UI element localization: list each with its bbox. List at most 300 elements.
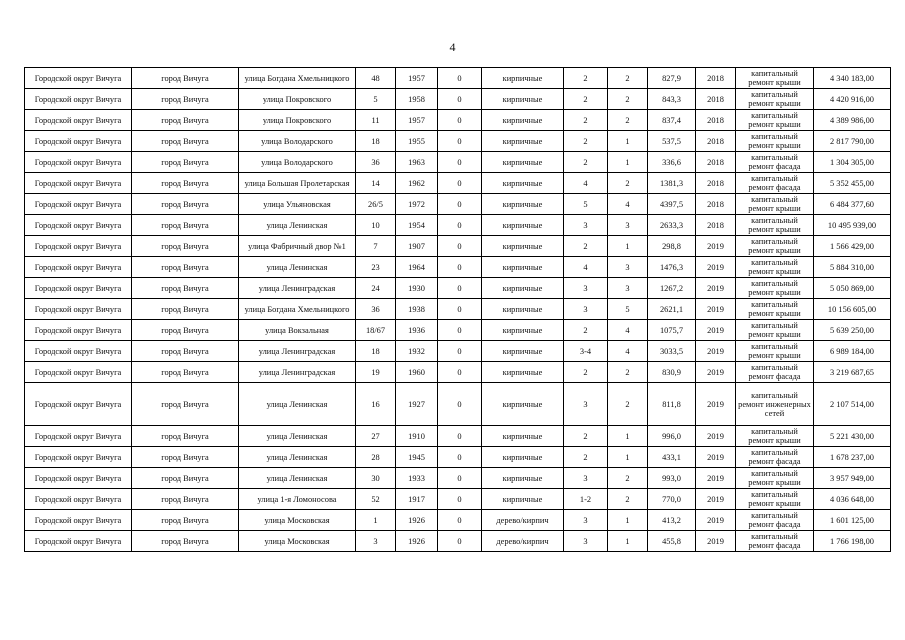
area-cell: 1381,3: [648, 173, 696, 194]
area-cell: 770,0: [648, 489, 696, 510]
wall-material-cell: кирпичные: [482, 89, 564, 110]
settlement-cell: город Вичуга: [132, 257, 239, 278]
house-number-cell: 18: [356, 341, 396, 362]
year-built-cell: 1958: [396, 89, 438, 110]
repair-year-cell: 2019: [696, 257, 736, 278]
municipality-cell: Городской округ Вичуга: [25, 215, 132, 236]
municipality-cell: Городской округ Вичуга: [25, 89, 132, 110]
area-cell: 537,5: [648, 131, 696, 152]
house-number-cell: 19: [356, 362, 396, 383]
repair-year-cell: 2018: [696, 89, 736, 110]
street-cell: улица Ульяновская: [239, 194, 356, 215]
house-number-cell: 48: [356, 68, 396, 89]
settlement-cell: город Вичуга: [132, 299, 239, 320]
cost-cell: 10 495 939,00: [814, 215, 891, 236]
settlement-cell: город Вичуга: [132, 341, 239, 362]
settlement-cell: город Вичуга: [132, 426, 239, 447]
street-cell: улица Ленинская: [239, 426, 356, 447]
entrances-cell: 1: [608, 447, 648, 468]
settlement-cell: город Вичуга: [132, 489, 239, 510]
area-cell: 455,8: [648, 531, 696, 552]
work-type-cell: капитальный ремонт крыши: [736, 89, 814, 110]
municipality-cell: Городской округ Вичуга: [25, 383, 132, 426]
house-number-cell: 30: [356, 468, 396, 489]
table-row: [25, 236, 891, 257]
area-cell: 1476,3: [648, 257, 696, 278]
repair-year-cell: 2019: [696, 299, 736, 320]
area-cell: 1267,2: [648, 278, 696, 299]
house-number-cell: 7: [356, 236, 396, 257]
year-built-cell: 1927: [396, 383, 438, 426]
repair-year-cell: 2019: [696, 320, 736, 341]
floors-cell: 2: [564, 89, 608, 110]
area-cell: 4397,5: [648, 194, 696, 215]
table-row: [25, 215, 891, 236]
entrances-cell: 1: [608, 426, 648, 447]
street-cell: улица Ленинская: [239, 383, 356, 426]
entrances-cell: 2: [608, 68, 648, 89]
municipality-cell: Городской округ Вичуга: [25, 110, 132, 131]
wall-material-cell: кирпичные: [482, 468, 564, 489]
table-body: [25, 68, 891, 552]
entrances-cell: 1: [608, 236, 648, 257]
table-row: [25, 299, 891, 320]
entrances-cell: 2: [608, 468, 648, 489]
settlement-cell: город Вичуга: [132, 152, 239, 173]
settlement-cell: город Вичуга: [132, 110, 239, 131]
cost-cell: 3 957 949,00: [814, 468, 891, 489]
wall-material-cell: кирпичные: [482, 236, 564, 257]
table-row: [25, 383, 891, 426]
cost-cell: 5 221 430,00: [814, 426, 891, 447]
street-cell: улица Ленинская: [239, 447, 356, 468]
settlement-cell: город Вичуга: [132, 383, 239, 426]
work-type-cell: капитальный ремонт фасада: [736, 173, 814, 194]
year-commissioned-cell: 0: [438, 531, 482, 552]
municipality-cell: Городской округ Вичуга: [25, 194, 132, 215]
street-cell: улица Покровского: [239, 89, 356, 110]
wall-material-cell: кирпичные: [482, 68, 564, 89]
municipality-cell: Городской округ Вичуга: [25, 531, 132, 552]
cost-cell: 1 601 125,00: [814, 510, 891, 531]
year-commissioned-cell: 0: [438, 194, 482, 215]
year-built-cell: 1945: [396, 447, 438, 468]
entrances-cell: 1: [608, 131, 648, 152]
year-commissioned-cell: 0: [438, 341, 482, 362]
street-cell: улица Московская: [239, 510, 356, 531]
entrances-cell: 1: [608, 531, 648, 552]
municipality-cell: Городской округ Вичуга: [25, 257, 132, 278]
street-cell: улица Володарского: [239, 152, 356, 173]
year-commissioned-cell: 0: [438, 236, 482, 257]
year-built-cell: 1926: [396, 531, 438, 552]
work-type-cell: капитальный ремонт крыши: [736, 341, 814, 362]
wall-material-cell: дерево/кирпич: [482, 531, 564, 552]
house-number-cell: 52: [356, 489, 396, 510]
area-cell: 830,9: [648, 362, 696, 383]
street-cell: улица Ленинградская: [239, 341, 356, 362]
year-built-cell: 1957: [396, 110, 438, 131]
settlement-cell: город Вичуга: [132, 236, 239, 257]
cost-cell: 2 817 790,00: [814, 131, 891, 152]
municipality-cell: Городской округ Вичуга: [25, 278, 132, 299]
wall-material-cell: кирпичные: [482, 194, 564, 215]
table-row: [25, 531, 891, 552]
floors-cell: 3: [564, 383, 608, 426]
floors-cell: 3: [564, 299, 608, 320]
cost-cell: 4 420 916,00: [814, 89, 891, 110]
table-row: [25, 447, 891, 468]
entrances-cell: 2: [608, 173, 648, 194]
work-type-cell: капитальный ремонт крыши: [736, 215, 814, 236]
area-cell: 993,0: [648, 468, 696, 489]
floors-cell: 2: [564, 131, 608, 152]
cost-cell: 1 678 237,00: [814, 447, 891, 468]
area-cell: 433,1: [648, 447, 696, 468]
area-cell: 811,8: [648, 383, 696, 426]
wall-material-cell: кирпичные: [482, 341, 564, 362]
year-commissioned-cell: 0: [438, 468, 482, 489]
area-cell: 298,8: [648, 236, 696, 257]
year-built-cell: 1932: [396, 341, 438, 362]
wall-material-cell: кирпичные: [482, 447, 564, 468]
work-type-cell: капитальный ремонт крыши: [736, 194, 814, 215]
floors-cell: 2: [564, 110, 608, 131]
wall-material-cell: кирпичные: [482, 173, 564, 194]
municipality-cell: Городской округ Вичуга: [25, 341, 132, 362]
repair-year-cell: 2019: [696, 468, 736, 489]
repair-year-cell: 2019: [696, 510, 736, 531]
work-type-cell: капитальный ремонт крыши: [736, 131, 814, 152]
cost-cell: 10 156 605,00: [814, 299, 891, 320]
street-cell: улица Ленинская: [239, 215, 356, 236]
cost-cell: 4 036 648,00: [814, 489, 891, 510]
settlement-cell: город Вичуга: [132, 362, 239, 383]
table-row: [25, 510, 891, 531]
work-type-cell: капитальный ремонт крыши: [736, 320, 814, 341]
municipality-cell: Городской округ Вичуга: [25, 68, 132, 89]
year-commissioned-cell: 0: [438, 215, 482, 236]
year-commissioned-cell: 0: [438, 278, 482, 299]
area-cell: 2633,3: [648, 215, 696, 236]
cost-cell: 5 050 869,00: [814, 278, 891, 299]
repair-year-cell: 2019: [696, 341, 736, 362]
floors-cell: 3: [564, 510, 608, 531]
cost-cell: 3 219 687,65: [814, 362, 891, 383]
year-built-cell: 1960: [396, 362, 438, 383]
year-built-cell: 1957: [396, 68, 438, 89]
entrances-cell: 4: [608, 194, 648, 215]
year-commissioned-cell: 0: [438, 489, 482, 510]
work-type-cell: капитальный ремонт фасада: [736, 152, 814, 173]
table-row: [25, 89, 891, 110]
table-row: [25, 173, 891, 194]
wall-material-cell: кирпичные: [482, 299, 564, 320]
cost-cell: 4 389 986,00: [814, 110, 891, 131]
floors-cell: 4: [564, 257, 608, 278]
cost-cell: 5 639 250,00: [814, 320, 891, 341]
work-type-cell: капитальный ремонт крыши: [736, 299, 814, 320]
street-cell: улица Богдана Хмельницкого: [239, 299, 356, 320]
entrances-cell: 4: [608, 320, 648, 341]
floors-cell: 3: [564, 468, 608, 489]
year-built-cell: 1938: [396, 299, 438, 320]
entrances-cell: 2: [608, 489, 648, 510]
area-cell: 2621,1: [648, 299, 696, 320]
floors-cell: 4: [564, 173, 608, 194]
cost-cell: 5 352 455,00: [814, 173, 891, 194]
wall-material-cell: кирпичные: [482, 489, 564, 510]
house-number-cell: 23: [356, 257, 396, 278]
work-type-cell: капитальный ремонт крыши: [736, 489, 814, 510]
cost-cell: 4 340 183,00: [814, 68, 891, 89]
repair-year-cell: 2018: [696, 215, 736, 236]
table-row: [25, 489, 891, 510]
municipality-cell: Городской округ Вичуга: [25, 489, 132, 510]
floors-cell: 2: [564, 447, 608, 468]
housing-repair-table: [24, 67, 891, 552]
wall-material-cell: кирпичные: [482, 320, 564, 341]
street-cell: улица Ленинградская: [239, 278, 356, 299]
wall-material-cell: кирпичные: [482, 152, 564, 173]
street-cell: улица Богдана Хмельницкого: [239, 68, 356, 89]
repair-year-cell: 2018: [696, 173, 736, 194]
settlement-cell: город Вичуга: [132, 468, 239, 489]
year-built-cell: 1962: [396, 173, 438, 194]
cost-cell: 5 884 310,00: [814, 257, 891, 278]
cost-cell: 1 566 429,00: [814, 236, 891, 257]
work-type-cell: капитальный ремонт крыши: [736, 110, 814, 131]
municipality-cell: Городской округ Вичуга: [25, 152, 132, 173]
repair-year-cell: 2018: [696, 131, 736, 152]
house-number-cell: 36: [356, 299, 396, 320]
page-number: 4: [449, 40, 456, 54]
house-number-cell: 18: [356, 131, 396, 152]
floors-cell: 2: [564, 362, 608, 383]
street-cell: улица Вокзальная: [239, 320, 356, 341]
settlement-cell: город Вичуга: [132, 447, 239, 468]
municipality-cell: Городской округ Вичуга: [25, 173, 132, 194]
street-cell: улица Фабричный двор №1: [239, 236, 356, 257]
area-cell: 1075,7: [648, 320, 696, 341]
cost-cell: 6 989 184,00: [814, 341, 891, 362]
year-built-cell: 1917: [396, 489, 438, 510]
municipality-cell: Городской округ Вичуга: [25, 236, 132, 257]
table-row: [25, 278, 891, 299]
floors-cell: 3: [564, 215, 608, 236]
cost-cell: 1 766 198,00: [814, 531, 891, 552]
year-commissioned-cell: 0: [438, 320, 482, 341]
table-row: [25, 320, 891, 341]
year-commissioned-cell: 0: [438, 152, 482, 173]
entrances-cell: 5: [608, 299, 648, 320]
house-number-cell: 11: [356, 110, 396, 131]
year-built-cell: 1907: [396, 236, 438, 257]
house-number-cell: 28: [356, 447, 396, 468]
area-cell: 413,2: [648, 510, 696, 531]
year-built-cell: 1910: [396, 426, 438, 447]
floors-cell: 3-4: [564, 341, 608, 362]
table-row: [25, 194, 891, 215]
table-row: [25, 110, 891, 131]
municipality-cell: Городской округ Вичуга: [25, 320, 132, 341]
wall-material-cell: кирпичные: [482, 257, 564, 278]
municipality-cell: Городской округ Вичуга: [25, 131, 132, 152]
year-built-cell: 1936: [396, 320, 438, 341]
floors-cell: 2: [564, 236, 608, 257]
entrances-cell: 3: [608, 257, 648, 278]
entrances-cell: 1: [608, 510, 648, 531]
house-number-cell: 24: [356, 278, 396, 299]
repair-year-cell: 2018: [696, 68, 736, 89]
settlement-cell: город Вичуга: [132, 510, 239, 531]
year-built-cell: 1930: [396, 278, 438, 299]
area-cell: 336,6: [648, 152, 696, 173]
year-built-cell: 1954: [396, 215, 438, 236]
year-built-cell: 1963: [396, 152, 438, 173]
floors-cell: 5: [564, 194, 608, 215]
settlement-cell: город Вичуга: [132, 131, 239, 152]
entrances-cell: 2: [608, 383, 648, 426]
house-number-cell: 14: [356, 173, 396, 194]
work-type-cell: капитальный ремонт крыши: [736, 68, 814, 89]
year-commissioned-cell: 0: [438, 110, 482, 131]
floors-cell: 2: [564, 320, 608, 341]
entrances-cell: 1: [608, 152, 648, 173]
work-type-cell: капитальный ремонт фасада: [736, 447, 814, 468]
work-type-cell: капитальный ремонт фасада: [736, 362, 814, 383]
wall-material-cell: кирпичные: [482, 215, 564, 236]
area-cell: 3033,5: [648, 341, 696, 362]
repair-year-cell: 2019: [696, 362, 736, 383]
repair-year-cell: 2018: [696, 194, 736, 215]
work-type-cell: капитальный ремонт крыши: [736, 236, 814, 257]
settlement-cell: город Вичуга: [132, 68, 239, 89]
street-cell: улица Ленинградская: [239, 362, 356, 383]
street-cell: улица Московская: [239, 531, 356, 552]
wall-material-cell: кирпичные: [482, 278, 564, 299]
floors-cell: 3: [564, 278, 608, 299]
wall-material-cell: дерево/кирпич: [482, 510, 564, 531]
municipality-cell: Городской округ Вичуга: [25, 468, 132, 489]
floors-cell: 2: [564, 68, 608, 89]
work-type-cell: капитальный ремонт фасада: [736, 531, 814, 552]
floors-cell: 1-2: [564, 489, 608, 510]
year-commissioned-cell: 0: [438, 257, 482, 278]
settlement-cell: город Вичуга: [132, 531, 239, 552]
wall-material-cell: кирпичные: [482, 110, 564, 131]
work-type-cell: капитальный ремонт крыши: [736, 426, 814, 447]
cost-cell: 6 484 377,60: [814, 194, 891, 215]
floors-cell: 2: [564, 426, 608, 447]
house-number-cell: 16: [356, 383, 396, 426]
table-row: [25, 341, 891, 362]
street-cell: улица Покровского: [239, 110, 356, 131]
house-number-cell: 27: [356, 426, 396, 447]
area-cell: 996,0: [648, 426, 696, 447]
municipality-cell: Городской округ Вичуга: [25, 362, 132, 383]
cost-cell: 1 304 305,00: [814, 152, 891, 173]
settlement-cell: город Вичуга: [132, 215, 239, 236]
table-row: [25, 257, 891, 278]
area-cell: 843,3: [648, 89, 696, 110]
entrances-cell: 3: [608, 278, 648, 299]
work-type-cell: капитальный ремонт крыши: [736, 257, 814, 278]
wall-material-cell: кирпичные: [482, 426, 564, 447]
repair-year-cell: 2019: [696, 236, 736, 257]
table-row: [25, 468, 891, 489]
repair-year-cell: 2019: [696, 426, 736, 447]
street-cell: улица Большая Пролетарская: [239, 173, 356, 194]
work-type-cell: капитальный ремонт фасада: [736, 510, 814, 531]
table-row: [25, 68, 891, 89]
year-commissioned-cell: 0: [438, 89, 482, 110]
municipality-cell: Городской округ Вичуга: [25, 510, 132, 531]
street-cell: улица Ленинская: [239, 468, 356, 489]
cost-cell: 2 107 514,00: [814, 383, 891, 426]
year-built-cell: 1933: [396, 468, 438, 489]
repair-year-cell: 2019: [696, 489, 736, 510]
year-commissioned-cell: 0: [438, 173, 482, 194]
area-cell: 827,9: [648, 68, 696, 89]
year-built-cell: 1972: [396, 194, 438, 215]
year-built-cell: 1964: [396, 257, 438, 278]
entrances-cell: 2: [608, 110, 648, 131]
repair-year-cell: 2018: [696, 110, 736, 131]
work-type-cell: капитальный ремонт крыши: [736, 468, 814, 489]
house-number-cell: 26/5: [356, 194, 396, 215]
municipality-cell: Городской округ Вичуга: [25, 299, 132, 320]
repair-year-cell: 2018: [696, 152, 736, 173]
house-number-cell: 5: [356, 89, 396, 110]
wall-material-cell: кирпичные: [482, 362, 564, 383]
table-row: [25, 426, 891, 447]
house-number-cell: 18/67: [356, 320, 396, 341]
work-type-cell: капитальный ремонт инженерных сетей: [736, 383, 814, 426]
year-commissioned-cell: 0: [438, 362, 482, 383]
settlement-cell: город Вичуга: [132, 194, 239, 215]
year-commissioned-cell: 0: [438, 510, 482, 531]
repair-year-cell: 2019: [696, 531, 736, 552]
repair-year-cell: 2019: [696, 447, 736, 468]
house-number-cell: 36: [356, 152, 396, 173]
area-cell: 837,4: [648, 110, 696, 131]
year-commissioned-cell: 0: [438, 383, 482, 426]
house-number-cell: 3: [356, 531, 396, 552]
entrances-cell: 2: [608, 89, 648, 110]
settlement-cell: город Вичуга: [132, 320, 239, 341]
year-commissioned-cell: 0: [438, 447, 482, 468]
table-row: [25, 362, 891, 383]
house-number-cell: 1: [356, 510, 396, 531]
settlement-cell: город Вичуга: [132, 89, 239, 110]
year-commissioned-cell: 0: [438, 426, 482, 447]
street-cell: улица Ленинская: [239, 257, 356, 278]
year-commissioned-cell: 0: [438, 131, 482, 152]
entrances-cell: 2: [608, 362, 648, 383]
year-built-cell: 1926: [396, 510, 438, 531]
year-commissioned-cell: 0: [438, 68, 482, 89]
municipality-cell: Городской округ Вичуга: [25, 426, 132, 447]
floors-cell: 3: [564, 531, 608, 552]
repair-year-cell: 2019: [696, 383, 736, 426]
wall-material-cell: кирпичные: [482, 131, 564, 152]
table-row: [25, 131, 891, 152]
municipality-cell: Городской округ Вичуга: [25, 447, 132, 468]
entrances-cell: 3: [608, 215, 648, 236]
floors-cell: 2: [564, 152, 608, 173]
settlement-cell: город Вичуга: [132, 173, 239, 194]
